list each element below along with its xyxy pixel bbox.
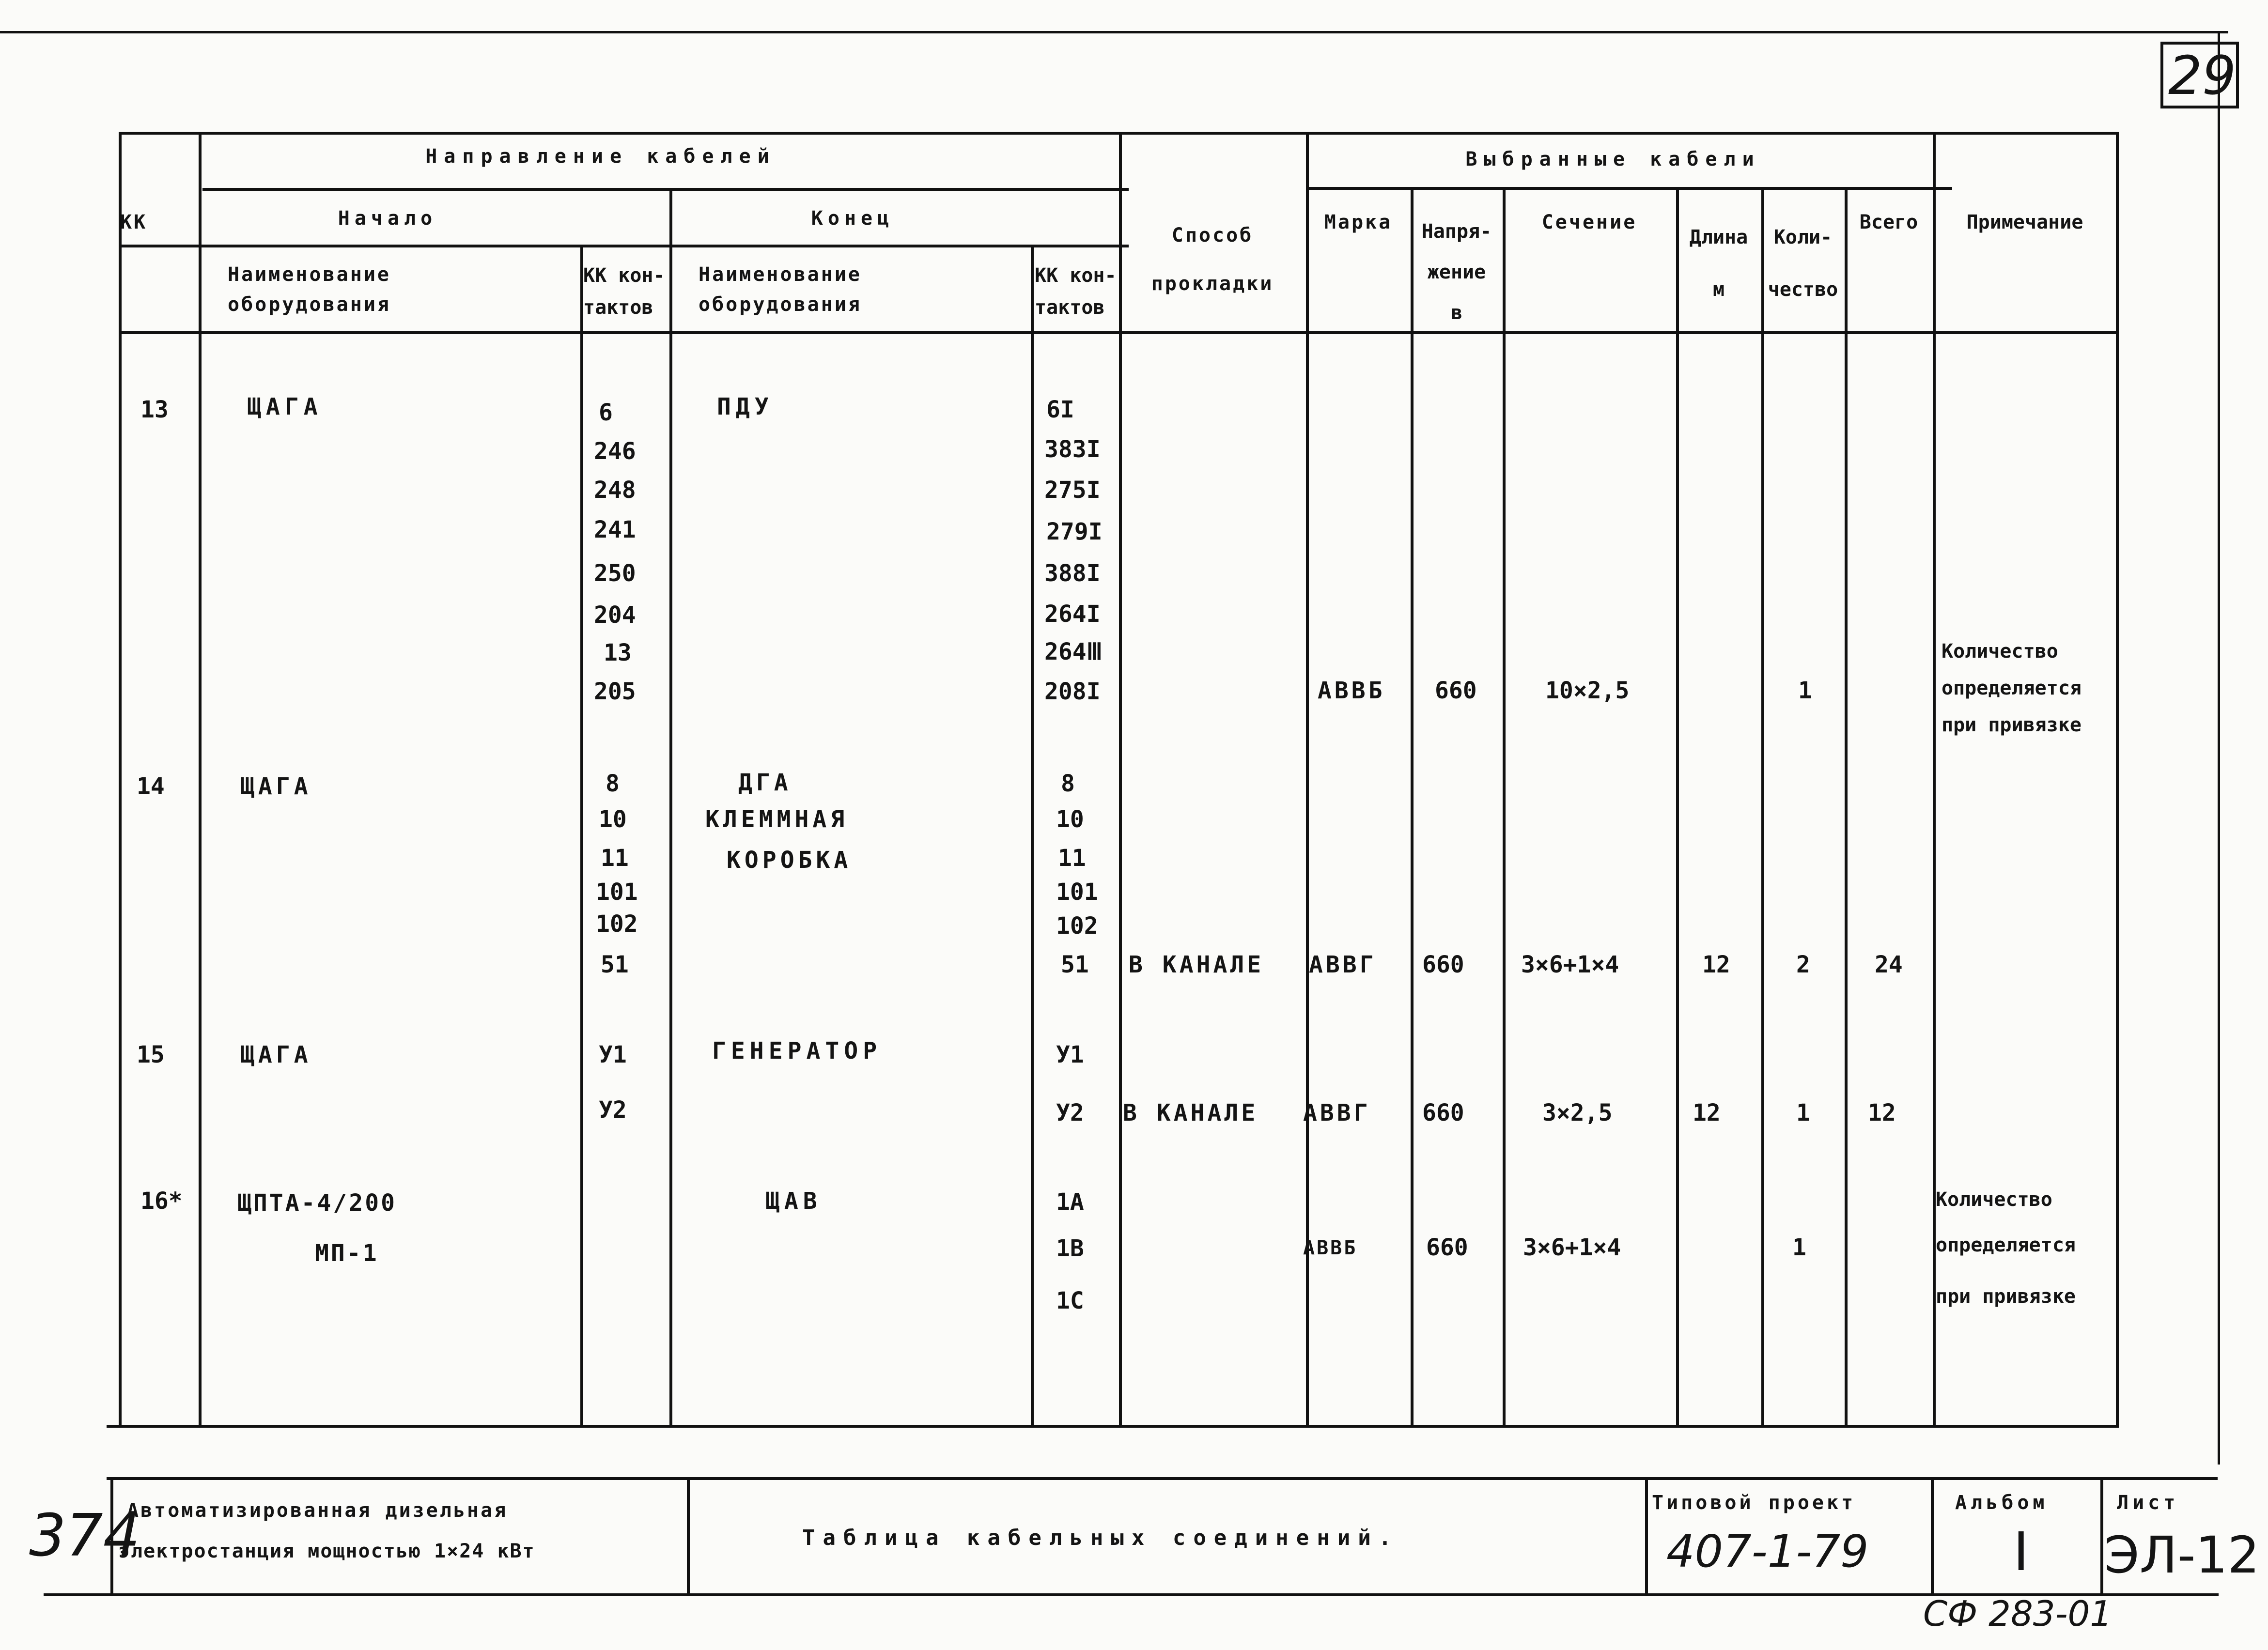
header-direction: Направление кабелей [425, 145, 776, 168]
row-13-sc-6: 13 [604, 639, 632, 666]
row-13-remark-2: при привязке [1942, 714, 2082, 736]
row-15-ec-0: У1 [1056, 1041, 1084, 1068]
row-15-ec-1: У2 [1056, 1099, 1084, 1126]
row-16-voltage: 660 [1426, 1234, 1468, 1261]
row-15-sc-1: У2 [599, 1096, 627, 1124]
top-border [0, 31, 2228, 33]
header-brand: Марка [1324, 211, 1393, 233]
table-right-border [2116, 132, 2119, 1426]
right-border [2218, 31, 2220, 1465]
row-13-sc-3: 241 [594, 516, 636, 543]
row-16-ec-0: 1А [1056, 1188, 1084, 1216]
row-15-total: 12 [1868, 1099, 1896, 1126]
row-13-sc-2: 248 [594, 477, 636, 504]
sheet-number: 29 [2168, 45, 2236, 107]
row-15-end-name: ГЕНЕРАТОР [712, 1037, 882, 1064]
row-13-brand: АВВБ [1318, 677, 1385, 704]
col-line-8 [1503, 187, 1506, 1426]
row-14-total: 24 [1875, 951, 1903, 978]
row-14-ec-1: 10 [1056, 806, 1084, 833]
col-line-11 [1845, 187, 1848, 1426]
row-13-ec-1: 383I [1044, 436, 1101, 463]
row-16-section: 3×6+1×4 [1523, 1234, 1621, 1261]
row-14-start-name: ЩАГА [240, 773, 312, 800]
col-line-9 [1676, 187, 1679, 1426]
row-14-ec-5: 51 [1061, 951, 1089, 978]
row-14-sc-3: 101 [596, 879, 638, 906]
row-14-nn: 14 [137, 773, 165, 800]
row-16-remark-2: при привязке [1936, 1285, 2076, 1308]
header-start: Начало [338, 207, 437, 230]
row-15-start-name: ЩАГА [240, 1041, 312, 1068]
stamp-top-line [107, 1477, 2218, 1480]
col-line-3 [669, 188, 672, 1426]
row-14-ec-0: 8 [1061, 770, 1075, 797]
row-15-section: 3×2,5 [1542, 1099, 1613, 1126]
row-14-sc-4: 102 [596, 910, 638, 938]
row-15-nn: 15 [137, 1041, 165, 1068]
header-line-selected [1308, 187, 1952, 190]
header-end-equipment: Наименование оборудования [699, 263, 862, 316]
row-14-brand: АВВГ [1309, 951, 1377, 978]
footer-note: СФ 283-01 [1923, 1593, 2113, 1634]
stamp-line-5 [2100, 1477, 2103, 1595]
stamp-album-label: Альбом [1955, 1492, 2049, 1514]
row-13-sc-4: 250 [594, 560, 636, 587]
stamp-project-label: Типовой проект [1652, 1492, 1856, 1514]
row-13-nn: 13 [140, 396, 169, 423]
header-section: Сечение [1541, 211, 1637, 233]
row-13-section: 10×2,5 [1545, 677, 1630, 704]
header-method: Способ прокладки [1151, 224, 1274, 295]
row-14-sc-2: 11 [601, 845, 629, 872]
stamp-line-3 [1645, 1477, 1648, 1595]
table-bottom-border [107, 1425, 2119, 1428]
row-15-method: В КАНАЛЕ [1123, 1099, 1258, 1126]
col-line-6 [1306, 132, 1309, 1426]
row-14-end-name-2: КОРОБКА [727, 847, 852, 874]
stamp-object-0: Автоматизированная дизельная [127, 1499, 508, 1522]
row-13-end-name: ПДУ [717, 393, 774, 420]
row-14-end-name-1: КЛЕММНАЯ [705, 806, 849, 833]
row-13-sc-5: 204 [594, 601, 636, 629]
row-13-sc-7: 205 [594, 678, 636, 705]
row-16-start-name-1: МП-1 [315, 1240, 379, 1267]
stamp-bottom-line [44, 1593, 2219, 1596]
col-line-7 [1411, 187, 1414, 1426]
stamp-code: 374 [29, 1502, 140, 1570]
col-line-4 [1031, 245, 1034, 1426]
row-13-voltage: 660 [1435, 677, 1477, 704]
row-16-ec-2: 1С [1056, 1287, 1084, 1314]
stamp-project: 407-1-79 [1666, 1526, 1869, 1577]
header-length: Длина м [1689, 226, 1748, 301]
header-end-contacts: КК кон- тактов [1035, 264, 1117, 319]
row-13-start-name: ЩАГА [247, 393, 323, 420]
row-15-qty: 1 [1796, 1099, 1810, 1126]
row-16-remark-1: определяется [1936, 1234, 2076, 1256]
row-13-ec-0: 6I [1046, 396, 1074, 423]
header-selected: Выбранные кабели [1465, 148, 1761, 170]
row-13-ec-3: 279I [1046, 518, 1103, 545]
header-remark: Примечание [1966, 211, 2083, 233]
row-16-nn: 16* [140, 1187, 183, 1215]
row-15-length: 12 [1693, 1099, 1721, 1126]
row-14-ec-4: 102 [1056, 912, 1098, 940]
row-15-sc-0: У1 [599, 1041, 627, 1068]
row-14-qty: 2 [1796, 951, 1810, 978]
row-14-sc-1: 10 [599, 806, 627, 833]
row-14-method: В КАНАЛЕ [1129, 951, 1264, 978]
row-16-start-name-0: ЩПТА-4/200 [237, 1189, 397, 1217]
row-14-sc-5: 51 [601, 951, 629, 978]
col-line-2 [580, 245, 583, 1426]
stamp-album: I [2013, 1521, 2029, 1583]
stamp-object-1: электростанция мощностью 1×24 кВт [118, 1540, 535, 1562]
row-16-ec-1: 1В [1056, 1235, 1084, 1262]
header-start-equipment: Наименование оборудования [228, 263, 391, 316]
header-total: Всего [1859, 211, 1918, 233]
header-end: Конец [811, 207, 894, 230]
header-start-contacts: КК кон- тактов [583, 264, 665, 319]
row-15-brand: АВВГ [1303, 1099, 1371, 1126]
row-14-section: 3×6+1×4 [1521, 951, 1619, 978]
row-13-remark-1: определяется [1942, 677, 2082, 699]
header-line-direction [202, 188, 1129, 191]
col-line-1 [199, 132, 202, 1426]
header-voltage: Напря- жение в [1421, 220, 1492, 324]
table-left-border [119, 132, 122, 1426]
header-qty: Коли- чество [1768, 226, 1838, 301]
row-14-sc-0: 8 [606, 770, 620, 797]
row-14-voltage: 660 [1422, 951, 1464, 978]
row-13-ec-5: 264I [1044, 601, 1101, 628]
row-16-brand: АВВБ [1303, 1237, 1358, 1259]
row-13-sc-0: 6 [599, 399, 613, 426]
stamp-title: Таблица кабельных соединений. [802, 1526, 1399, 1550]
row-13-sc-1: 246 [594, 438, 636, 465]
row-14-length: 12 [1702, 951, 1730, 978]
row-14-ec-2: 11 [1058, 845, 1086, 872]
stamp-line-4 [1931, 1477, 1934, 1595]
col-line-10 [1761, 187, 1764, 1426]
row-13-ec-6: 264Ⅲ [1044, 638, 1103, 665]
header-nn: КК [120, 211, 148, 233]
col-line-12 [1933, 132, 1936, 1426]
header-line-start-end [119, 245, 1129, 247]
row-13-ec-2: 275I [1044, 477, 1101, 504]
row-13-qty: 1 [1798, 677, 1812, 704]
row-14-ec-3: 101 [1056, 879, 1098, 906]
row-15-voltage: 660 [1422, 1099, 1464, 1126]
row-13-ec-4: 388I [1044, 560, 1101, 587]
stamp-sheet-label: Лист [2117, 1492, 2179, 1514]
row-16-end-name: ЩАВ [765, 1187, 822, 1215]
col-line-5 [1119, 132, 1122, 1426]
stamp-sheet: ЭЛ-12 [2104, 1526, 2260, 1585]
row-16-qty: 1 [1792, 1234, 1806, 1261]
stamp-line-2 [687, 1477, 690, 1595]
row-14-end-name-0: ДГА [738, 769, 792, 796]
row-13-ec-7: 208I [1044, 678, 1101, 705]
row-16-remark-0: Количество [1936, 1188, 2052, 1211]
row-13-remark-0: Количество [1942, 640, 2058, 663]
